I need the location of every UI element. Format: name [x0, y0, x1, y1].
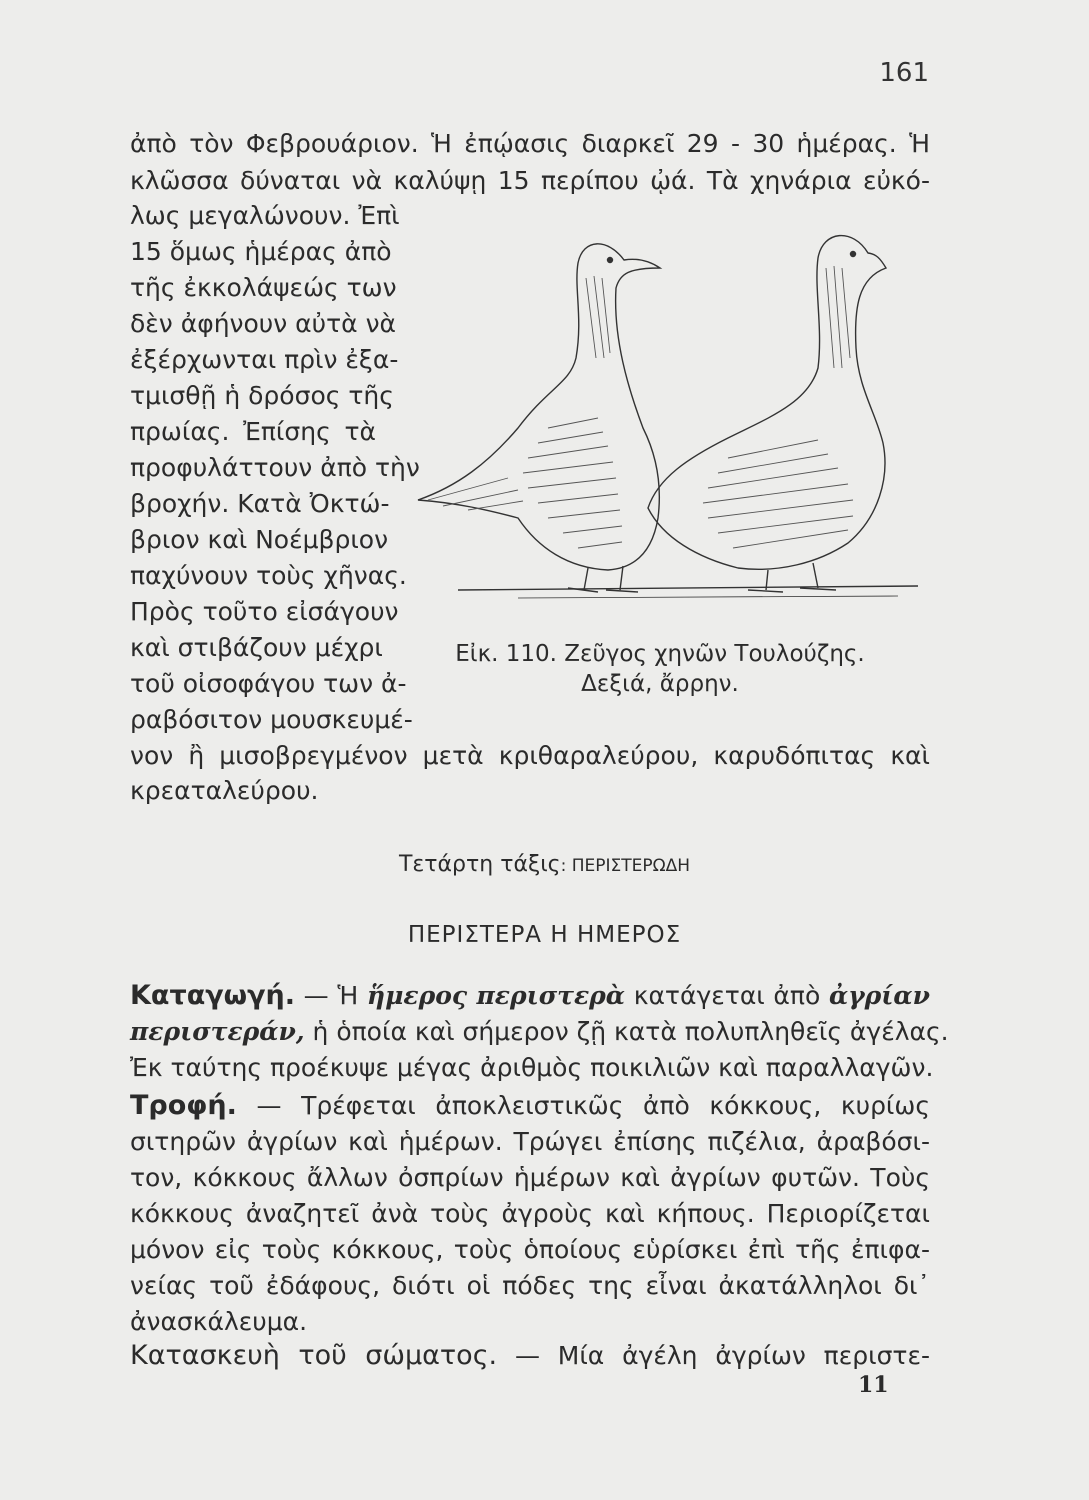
text-span: — Μία ἀγέλη ἀγρίων περιστε- [514, 1341, 930, 1370]
species-heading: ΠΕΡΙΣΤΕΡΑ Η ΗΜΕΡΟΣ [407, 922, 682, 948]
text-line: τμισθῇ ἡ δρόσος τῆς [130, 381, 394, 410]
emphasis-term: ἀγρίαν [828, 981, 930, 1010]
text-line: κόκκους ἀναζητεῖ ἀνὰ τοὺς ἀγροὺς καὶ κήπους. Περιορίζεται [130, 1199, 930, 1228]
text-span: κατάγεται ἀπὸ [633, 981, 821, 1010]
text-line: τῆς ἐκκολάψεώς των [130, 273, 397, 302]
text-line: ἀνασκάλευμα. [130, 1307, 308, 1336]
order-value: : ΠΕΡΙΣΤΕΡΩΔΗ [560, 856, 691, 876]
text-span: — Ἡ [303, 981, 359, 1010]
signature-mark: 11 [858, 1372, 889, 1398]
emphasis-term: ἥμερος περιστερὰ [366, 981, 626, 1010]
figure-caption-sub: Δεξιά, ἄρρην. [581, 671, 739, 697]
text-line: πρωίας. Ἐπίσης τὰ [130, 417, 376, 446]
goose-pair-illustration [398, 218, 938, 638]
text-line: τοῦ οἰσοφάγου των ἀ- [130, 669, 407, 698]
text-line: δὲν ἀφήνουν αὐτὰ νὰ [130, 309, 397, 338]
emphasis-term: περιστεράν, [130, 1017, 305, 1046]
text-line: 15 ὅμως ἡμέρας ἀπὸ [130, 237, 392, 266]
text-line: ἐξέρχωνται πρὶν ἐξα- [130, 345, 399, 374]
origin-line-2 [130, 1016, 949, 1048]
body-line-1 [130, 1340, 930, 1372]
text-line: ραβόσιτον μουσκευμέ- [130, 705, 413, 734]
text-line: κρεαταλεύρου. [130, 776, 319, 805]
text-span: — Τρέφεται ἀποκλειστικῶς ἀπὸ κόκκους, κυρίως [256, 1091, 931, 1120]
body-heading: Κατασκευὴ τοῦ σώματος. [130, 1340, 498, 1371]
food-line-1 [130, 1090, 930, 1122]
order-heading [0, 852, 1089, 877]
text-line: κλῶσσα δύναται νὰ καλύψῃ 15 περίπου ᾠά. Τὰ χηνάρια εὐκό- [130, 166, 930, 195]
page-number: 161 [879, 58, 929, 88]
text-line: ἀπὸ τὸν Φεβρουάριον. Ἡ ἐπῴασις διαρκεῖ 29 - 30 ἡμέρας. Ἡ [130, 129, 930, 158]
text-line: παχύνουν τοὺς χῆνας. [130, 561, 407, 590]
text-line: σιτηρῶν ἀγρίων καὶ ἡμέρων. Τρώγει ἐπίσης πιζέλια, ἀραβόσι- [130, 1127, 930, 1156]
text-line: καὶ στιβάζουν μέχρι [130, 633, 383, 662]
origin-heading: Καταγωγή. [130, 980, 295, 1011]
text-line: νείας τοῦ ἐδάφους, διότι οἱ πόδες της εἶναι ἀκατάλληλοι δι᾽ [130, 1271, 930, 1300]
text-line: μόνον εἰς τοὺς κόκκους, τοὺς ὁποίους εὑρίσκει ἐπὶ τῆς ἐπιφα- [130, 1235, 930, 1264]
text-line: βροχήν. Κατὰ Ὀκτώ- [130, 489, 390, 518]
origin-line-1 [130, 980, 930, 1012]
text-line: βριον καὶ Νοέμβριον [130, 525, 389, 554]
order-label: Τετάρτη τάξις [398, 852, 561, 877]
text-line: Πρὸς τοῦτο εἰσάγουν [130, 597, 399, 626]
text-line: τον, κόκκους ἄλλων ὀσπρίων ἡμέρων καὶ ἀγρίων φυτῶν. Τοὺς [130, 1163, 930, 1192]
text-line: νον ἢ μισοβρεγμένον μετὰ κριθαραλεύρου, καρυδόπιτας καὶ [130, 741, 930, 770]
text-line: Ἐκ ταύτης προέκυψε μέγας ἀριθμὸς ποικιλιῶν καὶ παραλλαγῶν. [130, 1053, 934, 1082]
text-line: προφυλάττουν ἀπὸ τὴν [130, 453, 420, 482]
figure-caption: Εἰκ. 110. Ζεῦγος χηνῶν Τουλούζης. [455, 641, 865, 667]
text-line: λως μεγαλώνουν. Ἐπὶ [130, 201, 400, 230]
text-span: ἡ ὁποία καὶ σήμερον ζῇ κατὰ πολυπληθεῖς ἀγέλας. [312, 1017, 949, 1046]
food-heading: Τροφή. [130, 1090, 237, 1121]
